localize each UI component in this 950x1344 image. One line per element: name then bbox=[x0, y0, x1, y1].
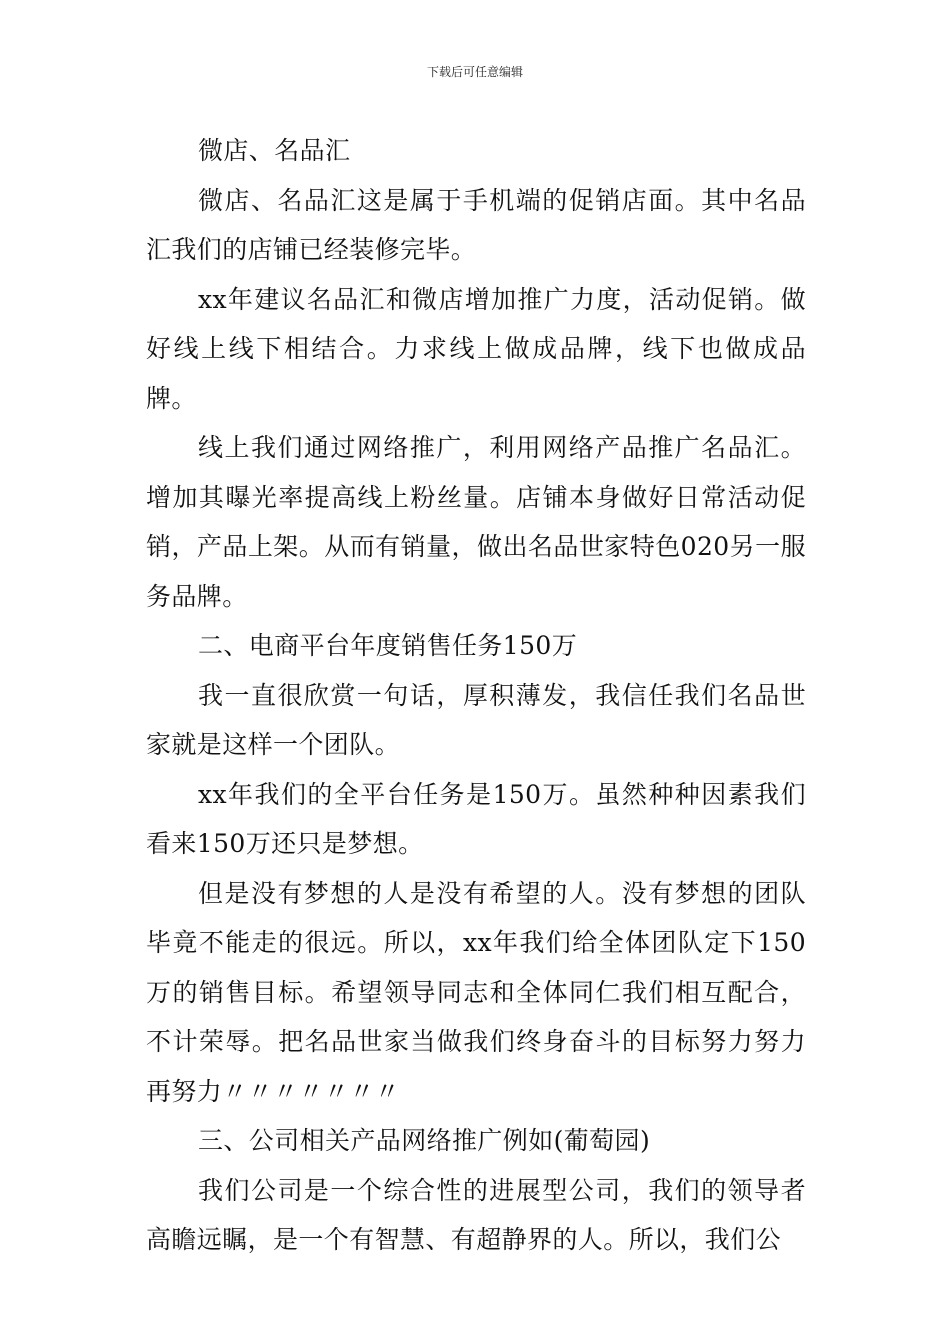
section-heading-product-promotion: 三、公司相关产品网络推广例如(葡萄园) bbox=[198, 1126, 651, 1155]
paragraph-dream-goal: 但是没有梦想的人是没有希望的人。没有梦想的团队毕竟不能走的很远。所以，xx年我们给全体团队定下150万的销售目标。希望领导同志和全体同仁我们相互配合，不计荣辱。把名品世家当做我们终身奋斗的目标努力努力再努力〃〃〃〃〃〃〃 bbox=[146, 878, 806, 1106]
paragraph-weidian-heading: 微店、名品汇 bbox=[198, 136, 351, 165]
page-header: 下载后可任意编辑 bbox=[426, 65, 523, 79]
document-body bbox=[146, 126, 806, 1265]
paragraph-promotion-plan: xx年建议名品汇和微店增加推广力度，活动促销。做好线上线下相结合。力求线上做成品牌，线下也做成品牌。 bbox=[146, 284, 806, 413]
paragraph-online-promotion: 线上我们通过网络推广，利用网络产品推广名品汇。增加其曝光率提高线上粉丝量。店铺本身做好日常活动促销，产品上架。从而有销量，做出名品世家特色020另一服务品牌。 bbox=[146, 433, 806, 611]
section-heading-sales-target: 二、电商平台年度销售任务150万 bbox=[198, 631, 578, 660]
paragraph-weidian-intro: 微店、名品汇这是属于手机端的促销店面。其中名品汇我们的店铺已经装修完毕。 bbox=[146, 185, 806, 264]
paragraph-platform-task: xx年我们的全平台任务是150万。虽然种种因素我们看来150万还只是梦想。 bbox=[146, 779, 806, 858]
paragraph-company-intro: 我们公司是一个综合性的进展型公司，我们的领导者高瞻远瞩，是一个有智慧、有超静界的人。所以，我们公 bbox=[146, 1175, 806, 1254]
paragraph-team-belief: 我一直很欣赏一句话，厚积薄发，我信任我们名品世家就是这样一个团队。 bbox=[146, 680, 806, 759]
